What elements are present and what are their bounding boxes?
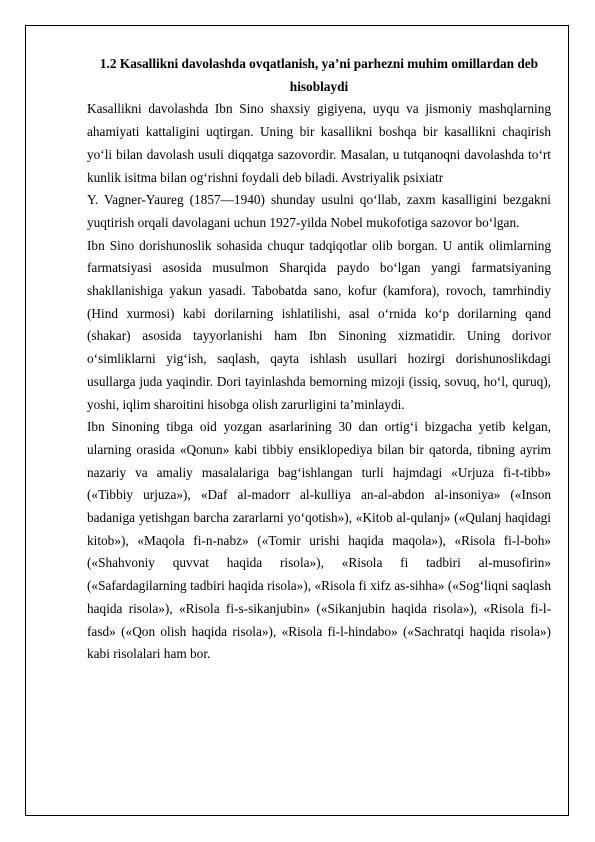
paragraph-medical-works: Ibn Sinoning tibga oid yozgan asarlarining 30 dan ortig‘i bizgacha yetib kelgan, ularning orasida «Qonun» kabi tibbiy ensiklopediya bilan bir qatorda, tibning ayrim nazariy va amaliy masalalariga bag‘ishlangan turli hajmdagi «Urjuza fi-t-tibb» («Tibbiy urjuza»), «Daf al-madorr al-kulliya an-al-abdon al-insoniya» («Inson badaniga yetishgan barcha zararlarni yo‘qotish»), «Kitob al-qulanj» («Qulanj haqidagi kitob»), «Maqola fi-n-nabz» («Tomir urishi haqida maqola»), «Risola fi-l-boh» («Shahvoniy quvvat haqida risola»), «Risola fi tadbiri al-musofirin» («Safardagilarning tadbiri haqida risola»), «Risola fi xifz as-sihha» («Sog‘liqni saqlash haqida risola»), «Risola fi-s-sikanjubin» («Sikanjubin haqida risola»), «Risola fi-l- fasd» («Qon olish haqida risola»), «Risola fi-l-hindabo» («Sachratqi haqida risola») kabi risolalari ham bor. — [87, 419, 551, 662]
paragraph-hygiene: Kasallikni davolashda Ibn Sino shaxsiy gigiyena, uyqu va jismoniy mashqlarning ahamiyati kattaligini uqtirgan. Uning bir kasallikni boshqa bir kasallikni chaqirish yo‘li bilan davolash usuli diqqatga sazovordir. Masalan, u tutqanoqni davolashda to‘rt kunlik isitma bilan og‘rishni foydali deb biladi. Avstriyalik psixiatr — [87, 101, 551, 185]
paragraph-pharmacology: Ibn Sino dorishunoslik sohasida chuqur tadqiqotlar olib borgan. U antik olimlarning farmatsiyasi asosida musulmon Sharqida paydo bo‘lgan yangi farmatsiyaning shakllanishiga yakun yasadi. Tabobatda sano, kofur (kamfora), rovoch, tamrhindiy (Hind xurmosi) kabi dorilarning ishlatilishi, asal o‘rnida ko‘p dorilarning qand (shakar) asosida tayyorlanishi ham Ibn Sinoning xizmatidir. Uning dorivor o‘simliklarni yig‘ish, saqlash, qayta ishlash usullari hozirgi dorishunoslikdagi usullarga juda yaqindir. Dori tayinlashda bemorning mizoji (issiq, sovuq, ho‘l, quruq), yoshi, iqlim sharoitini hisobga olish zarurligini ta’minlaydi. — [87, 237, 551, 412]
section-heading: 1.2 Kasallikni davolashda ovqatlanish, ya’ni parhezni muhim omillardan deb hisoblaydi — [99, 56, 539, 94]
document-body — [87, 53, 551, 666]
paragraph-vagner-yaureg: Y. Vagner-Yaureg (1857—1940) shunday usulni qo‘llab, zaxm kasalligini bezgakni yuqtirish orqali davolagani uchun 1927-yilda Nobel mukofotiga sazovor bo‘lgan. — [87, 192, 551, 230]
